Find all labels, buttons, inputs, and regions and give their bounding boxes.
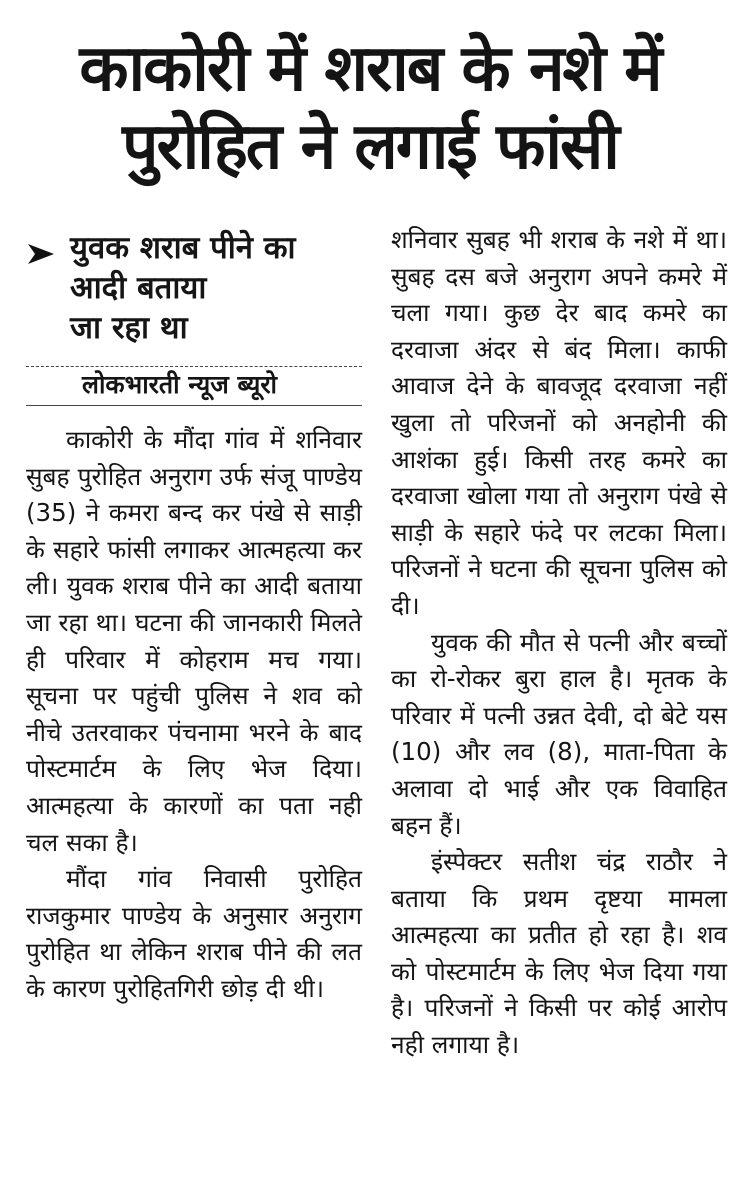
subheading [26,228,362,348]
right-paragraph-2: युवक की मौत से पत्नी और बच्चों का रो-रोकर बुरा हाल है। मृतक के परिवार में पत्नी उन्नत देवी, दो बेटे यस (10) और लव (8), माता-पिता के अलावा दो भाई और एक विवाहित बहन हैं। [391,627,727,840]
right-paragraph-1: शनिवार सुबह भी शराब के नशे में था। सुबह दस बजे अनुराग अपने कमरे में चला गया। कुछ देर बाद कमरे का दरवाजा अंदर से बंद मिला। काफी आवाज देने के बावजूद दरवाजा नहीं खुला तो परिजनों को अनहोनी की आशंका हुई। किसी तरह कमरे का दरवाजा खोला गया तो अनुराग पंखे से साड़ी के सहारे फंदे पर लटका मिला। परिजनों ने घटना की सूचना पुलिस को दी। [391,225,727,620]
right-paragraph-3: इंस्पेक्टर सतीश चंद्र राठौर ने बताया कि प्रथम दृष्टया मामला आत्महत्या का प्रतीत हो रहा है। शव को पोस्टमार्टम के लिए भेज दिया गया है। परिजनों ने किसी पर कोई आरोप नही लगाया है। [391,847,727,1060]
byline: लोकभारती न्यूज ब्यूरो [82,370,278,399]
headline-line-2: पुरोहित ने लगाई फांसी [122,110,618,184]
headline-line-1: काकोरी में शराब के नशे में [79,32,661,106]
left-paragraph-1: काकोरी के मौंदा गांव में शनिवार सुबह पुरोहित अनुराग उर्फ संजू पाण्डेय (35) ने कमरा बन्द कर पंखे से साड़ी के सहारे फांसी लगाकर आत्महत्या कर ली। युवक शराब पीने का आदी बताया जा रहा था। घटना की जानकारी मिलते ही परिवार में कोहराम मच गया। सूचना पर पहुंची पुलिस ने शव को नीचे उतरवाकर पंचनामा भरने के बाद पोस्टमार्टम के लिए भेज दिया। आत्महत्या के कारणों का पता नही चल सका है। [26,425,362,857]
subheading-text: युवक शराब पीने का आदी बताया जा रहा था [70,230,296,346]
clipped-previous-text [0,0,740,6]
arrow-bullet-icon [26,242,56,266]
right-column [391,222,727,1064]
byline-box [26,366,362,406]
left-paragraph-2: मौंदा गांव निवासी पुरोहित राजकुमार पाण्डेय के अनुसार अनुराग पुरोहित था लेकिन शराब पीने की लत के कारण पुरोहितगिरी छोड़ दी थी। [26,864,362,1003]
left-column [26,222,362,1008]
headline [0,30,740,186]
